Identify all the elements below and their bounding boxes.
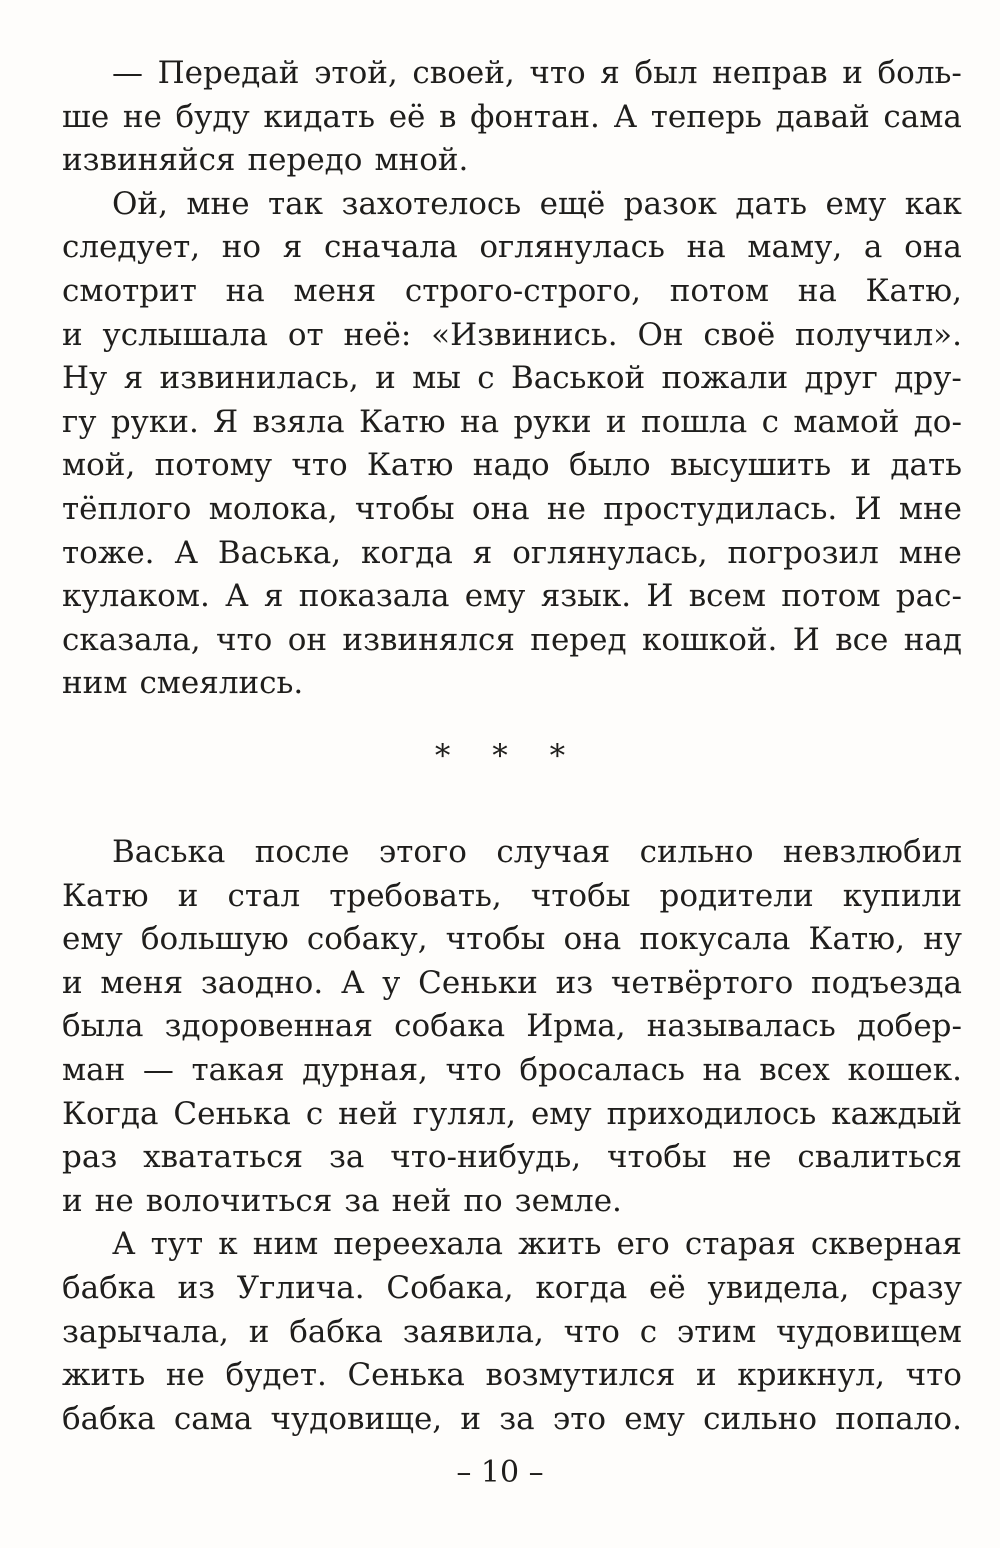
word: ним: [252, 1226, 319, 1263]
word: руки: [513, 403, 592, 440]
word: случая: [496, 834, 611, 870]
word: оглянулась: [479, 229, 665, 266]
word: —: [142, 1051, 174, 1088]
word: своей,: [412, 55, 515, 91]
word: И: [792, 621, 820, 658]
word: что: [563, 1313, 620, 1350]
word: до-: [913, 403, 962, 440]
word: этим: [676, 1313, 757, 1350]
text-line: [62, 52, 962, 96]
word: я: [600, 55, 620, 91]
word: но: [221, 229, 262, 266]
word: и: [375, 360, 396, 397]
word: бабка: [62, 1400, 156, 1437]
word: меня: [100, 964, 184, 1001]
word: земле.: [514, 1182, 622, 1219]
word: с: [305, 1095, 324, 1132]
word: волочиться: [145, 1182, 333, 1219]
word: молока,: [208, 490, 338, 527]
word: друг: [804, 360, 878, 397]
word: каждый: [831, 1095, 962, 1132]
text-line: [62, 575, 962, 619]
word: после: [254, 834, 350, 870]
word: это: [552, 1400, 607, 1437]
text-line: [62, 96, 962, 140]
word: высушить: [669, 447, 832, 484]
word: из: [555, 964, 594, 1001]
word: большую: [140, 921, 289, 958]
word: и: [605, 403, 627, 440]
word: строго-строго,: [404, 272, 642, 309]
word: жить: [62, 1357, 146, 1394]
word: Передай: [157, 55, 300, 91]
word: потом: [781, 578, 881, 615]
text-line: [62, 270, 962, 314]
word: собака: [394, 1008, 506, 1045]
word: она: [904, 229, 962, 266]
word: увидела,: [707, 1269, 850, 1306]
word: такая: [191, 1051, 285, 1088]
word: невзлюбил: [782, 834, 962, 870]
word: Сеньки: [418, 964, 538, 1001]
word: ему: [62, 921, 123, 958]
word: ему: [624, 1400, 685, 1437]
word: смеялись.: [139, 665, 304, 702]
word: не: [122, 98, 162, 135]
word: что: [445, 1051, 502, 1088]
word: руки.: [110, 403, 199, 440]
word: дурная,: [302, 1051, 428, 1088]
word: и: [62, 1182, 83, 1219]
word: с: [477, 360, 495, 397]
word: мне: [898, 534, 962, 571]
text-line: [62, 1354, 962, 1398]
word: Катю,: [865, 272, 962, 309]
word: она: [471, 490, 530, 527]
text-line: [62, 183, 962, 227]
word: не: [546, 490, 586, 527]
word: теперь: [650, 98, 762, 135]
word: взяла: [252, 403, 345, 440]
word: я: [282, 229, 303, 266]
text-line: [62, 1311, 962, 1355]
word: бросалась: [519, 1051, 685, 1088]
word: извиняйся: [62, 142, 236, 179]
word: переехала: [333, 1226, 504, 1263]
word: услышала: [102, 316, 268, 353]
word: на: [686, 229, 726, 266]
word: захотелось: [341, 185, 522, 222]
word: своё: [703, 316, 776, 353]
text-line: [62, 662, 962, 706]
word: чудовищем: [776, 1313, 962, 1350]
word: к: [218, 1226, 238, 1263]
word: мне: [898, 490, 962, 527]
word: Ой,: [112, 185, 168, 222]
word: Ну: [62, 360, 108, 397]
word: она: [563, 921, 622, 958]
paragraph: [62, 52, 962, 183]
word: всем: [688, 578, 766, 615]
word: фонтан.: [470, 98, 600, 135]
word: и: [177, 877, 199, 914]
word: на: [225, 272, 265, 309]
word: извинялся: [342, 621, 515, 658]
word: потом: [669, 272, 769, 309]
word: А: [613, 98, 638, 135]
word: покусала: [639, 921, 791, 958]
word: я: [472, 534, 493, 571]
paragraph: [62, 183, 962, 706]
word: неправ: [712, 55, 828, 91]
word: и: [842, 55, 863, 91]
word: что: [905, 1357, 962, 1394]
word: «Извинись.: [431, 316, 618, 353]
word: ней: [338, 1095, 398, 1132]
word: из: [177, 1269, 216, 1306]
word: крикнул,: [737, 1357, 885, 1394]
word: сказала,: [62, 621, 201, 658]
word: заодно.: [200, 964, 324, 1001]
word: неё:: [343, 316, 412, 353]
word: раз: [62, 1139, 118, 1176]
section-separator: * * *: [434, 738, 582, 774]
text-line: [62, 1136, 962, 1180]
word: Ирма,: [526, 1008, 626, 1045]
word: скверная: [810, 1226, 962, 1263]
word: сразу: [871, 1269, 962, 1306]
word: гулял,: [412, 1095, 517, 1132]
word: рас-: [895, 578, 962, 615]
word: как: [904, 185, 962, 222]
word: дать: [735, 185, 808, 222]
word: всех: [759, 1051, 830, 1088]
word: кошек.: [847, 1051, 962, 1088]
word: ней: [391, 1182, 452, 1219]
word: этой,: [314, 55, 398, 91]
word: его: [616, 1226, 670, 1263]
word: было: [568, 447, 651, 484]
word: показала: [298, 578, 450, 615]
word: сначала: [324, 229, 458, 266]
word: маму,: [747, 229, 843, 266]
word: ше: [62, 98, 110, 135]
word: боль-: [877, 55, 962, 91]
word: А: [340, 964, 365, 1001]
word: чтобы: [606, 1139, 707, 1176]
word: Собака,: [386, 1269, 514, 1306]
word: так: [268, 185, 324, 222]
text-line: [62, 619, 962, 663]
text-line: [62, 875, 962, 919]
word: здоровенная: [164, 1008, 373, 1045]
word: пошла: [640, 403, 748, 440]
word: стал: [227, 877, 301, 914]
word: называлась: [646, 1008, 836, 1045]
word: с: [761, 403, 779, 440]
word: чтобы: [354, 490, 455, 527]
word: тёплого: [62, 490, 192, 527]
word: мне: [186, 185, 250, 222]
word: над: [903, 621, 962, 658]
text-line: [62, 1267, 962, 1311]
word: потому: [154, 447, 273, 484]
word: жить: [518, 1226, 602, 1263]
word: была: [62, 1008, 144, 1045]
word: А: [112, 1226, 136, 1263]
word: возмутился: [485, 1357, 676, 1394]
word: Сенька: [173, 1095, 291, 1132]
paragraph: [62, 831, 962, 1223]
word: за: [344, 1182, 380, 1219]
word: он: [287, 621, 328, 658]
word: Катю: [358, 403, 446, 440]
word: и: [62, 316, 83, 353]
text-block-bottom: [62, 831, 962, 1441]
word: Васька,: [217, 534, 342, 571]
word: и: [695, 1357, 717, 1394]
word: Васька: [112, 834, 226, 870]
text-line: [62, 831, 962, 875]
text-line: [62, 401, 962, 445]
word: старая: [684, 1226, 796, 1263]
word: у: [382, 964, 401, 1001]
word: что: [529, 55, 586, 91]
word: передо: [247, 142, 363, 179]
word: кидать: [263, 98, 376, 135]
word: этого: [378, 834, 467, 870]
word: добер-: [856, 1008, 962, 1045]
word: сама: [173, 1400, 253, 1437]
word: и: [460, 1400, 482, 1437]
text-line: [62, 1093, 962, 1137]
word: оглянулась,: [512, 534, 708, 571]
text-line: [62, 226, 962, 270]
word: за: [499, 1400, 535, 1437]
text-line: [62, 918, 962, 962]
word: тоже.: [62, 534, 155, 571]
text-line: [62, 1398, 962, 1442]
word: И: [646, 578, 674, 615]
word: Он: [637, 316, 684, 353]
word: а: [863, 229, 883, 266]
word: Катю,: [808, 921, 905, 958]
word: свалиться: [797, 1139, 962, 1176]
word: и: [62, 964, 83, 1001]
word: её: [388, 98, 426, 135]
word: сильно: [703, 1400, 818, 1437]
word: Когда: [62, 1095, 159, 1132]
text-line: [62, 1005, 962, 1049]
word: когда: [361, 534, 453, 571]
word: пожали: [661, 360, 789, 397]
word: собаку,: [306, 921, 428, 958]
word: за: [328, 1139, 365, 1176]
word: по: [463, 1182, 503, 1219]
word: не: [94, 1182, 134, 1219]
word: я: [123, 360, 144, 397]
word: и: [850, 447, 872, 484]
word: кошкой.: [641, 621, 778, 658]
word: приходилось: [606, 1095, 817, 1132]
word: дать: [890, 447, 962, 484]
word: ему: [464, 578, 526, 615]
text-line: [62, 1180, 962, 1224]
text-line: [62, 1223, 962, 1267]
word: требовать,: [329, 877, 502, 914]
word: давай: [775, 98, 870, 135]
word: что: [216, 621, 273, 658]
word: и: [248, 1313, 270, 1350]
word: язык.: [540, 578, 632, 615]
word: все: [835, 621, 889, 658]
word: что: [291, 447, 348, 484]
word: погрозил: [727, 534, 879, 571]
word: Васькой: [510, 360, 646, 397]
word: сильно: [639, 834, 754, 870]
word: гу: [62, 403, 97, 440]
word: смотрит: [62, 272, 197, 309]
word: хвататься: [143, 1139, 304, 1176]
word: попало.: [835, 1400, 962, 1437]
word: заявила,: [402, 1313, 544, 1350]
word: что-нибудь,: [390, 1139, 582, 1176]
word: бабка: [62, 1269, 156, 1306]
word: родители: [659, 877, 814, 914]
word: ему: [825, 185, 887, 222]
word: не: [165, 1357, 205, 1394]
word: Сенька: [347, 1357, 465, 1394]
word: ну: [923, 921, 962, 958]
word: на: [459, 403, 500, 440]
word: А: [225, 578, 249, 615]
word: Катю: [62, 877, 149, 914]
word: ман: [62, 1051, 126, 1088]
word: зарычала,: [62, 1313, 229, 1350]
page-number: – 10 –: [456, 1455, 544, 1490]
word: Я: [213, 403, 239, 440]
word: простудилась.: [603, 490, 838, 527]
word: чудовище,: [270, 1400, 443, 1437]
word: ещё: [539, 185, 606, 222]
word: —: [112, 55, 143, 91]
word: бабка: [289, 1313, 383, 1350]
word: извинилась,: [159, 360, 359, 397]
word: я: [263, 578, 284, 615]
word: кулаком.: [62, 578, 210, 615]
word: будет.: [225, 1357, 327, 1394]
word: мой,: [62, 447, 136, 484]
text-line: [62, 444, 962, 488]
text-line: [62, 962, 962, 1006]
word: от: [287, 316, 324, 353]
word: в: [439, 98, 457, 135]
word: купили: [842, 877, 962, 914]
paragraph: [62, 1223, 962, 1441]
text-block-top: [62, 52, 962, 706]
word: ним: [62, 665, 128, 702]
word: дру-: [894, 360, 962, 397]
text-line: [62, 1049, 962, 1093]
text-line: [62, 532, 962, 576]
word: когда: [535, 1269, 628, 1306]
word: мной.: [374, 142, 469, 179]
word: чтобы: [445, 921, 546, 958]
word: надо: [472, 447, 550, 484]
word: получил».: [795, 316, 962, 353]
word: мамой: [793, 403, 900, 440]
word: с: [639, 1313, 658, 1350]
word: следует,: [62, 229, 201, 266]
text-line: [62, 488, 962, 532]
word: А: [174, 534, 198, 571]
word: Катю: [366, 447, 454, 484]
word: на: [702, 1051, 742, 1088]
word: мы: [412, 360, 461, 397]
word: был: [634, 55, 698, 91]
text-line: [62, 139, 962, 183]
text-line: [62, 357, 962, 401]
word: разок: [623, 185, 717, 222]
word: И: [854, 490, 882, 527]
word: перед: [530, 621, 627, 658]
word: четвёртого: [610, 964, 794, 1001]
word: тут: [150, 1226, 204, 1263]
word: меня: [293, 272, 377, 309]
word: подъезда: [811, 964, 962, 1001]
word: ему: [530, 1095, 592, 1132]
word: её: [649, 1269, 686, 1306]
word: Углича.: [236, 1269, 365, 1306]
word: чтобы: [530, 877, 631, 914]
word: не: [732, 1139, 772, 1176]
word: буду: [175, 98, 250, 135]
word: на: [797, 272, 837, 309]
text-line: [62, 314, 962, 358]
word: сама: [883, 98, 962, 135]
